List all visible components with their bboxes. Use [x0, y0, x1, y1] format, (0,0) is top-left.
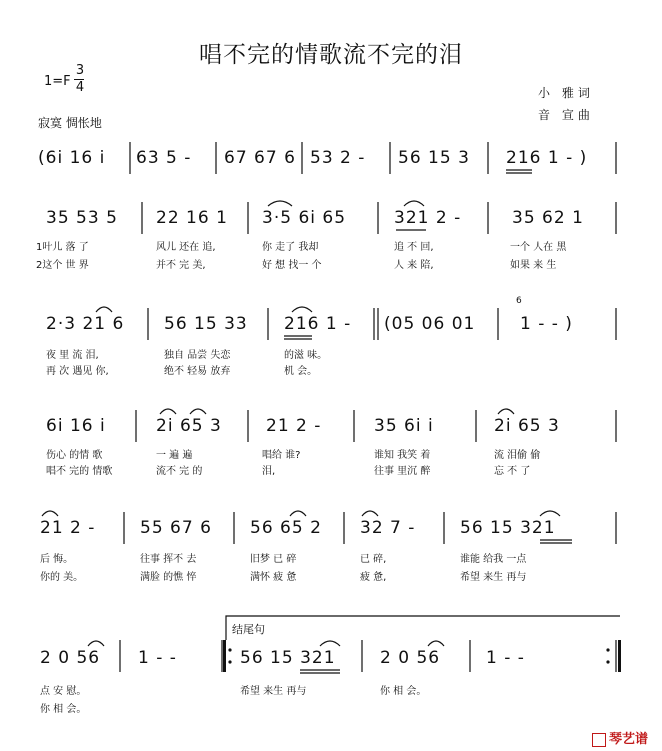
logo-icon — [592, 733, 606, 747]
measure: 1 - - — [138, 648, 177, 668]
measure: 35 62 1 — [512, 208, 584, 228]
measure: (05 06 01 — [384, 314, 476, 334]
lyric-verse2: 再 次 遇见 你, — [46, 366, 109, 377]
slur — [540, 511, 560, 516]
lyric-verse1: 往事 挥不 去 — [140, 554, 197, 565]
slur — [190, 409, 206, 414]
slur — [88, 641, 104, 646]
lyric-verse1: 一个 人在 黑 — [510, 242, 567, 253]
lyric-verse1: 流 泪偷 偷 — [494, 450, 541, 461]
lyric-verse1: 唱给 谁? — [262, 450, 301, 461]
slur — [96, 307, 112, 312]
lyricist-credit: 小 雅词 — [538, 86, 594, 100]
lyric-verse1: 追 不 回, — [394, 242, 434, 253]
lyric-verse2: 人 来 陪, — [394, 260, 434, 271]
lyric-verse1: 后 悔。 — [40, 554, 74, 565]
lyric-verse2: 如果 来 生 — [510, 260, 557, 271]
repeat-dot — [228, 648, 231, 651]
lyric-verse2: 希望 来生 再与 — [460, 572, 527, 583]
lyric-verse1: 1叶儿 落 了 — [36, 242, 89, 253]
measure: (6i 16 i — [38, 148, 106, 168]
measure: 2i 65 3 — [494, 416, 560, 436]
tempo-marking: 寂寞 惆怅地 — [38, 116, 102, 130]
repeat-dot — [606, 660, 609, 663]
lyric-verse2: 你的 美。 — [40, 572, 84, 583]
lyric-verse2: 绝不 轻易 放弃 — [164, 366, 231, 377]
lyric-verse2: 疲 惫, — [360, 572, 387, 583]
measure: 2i 65 3 — [156, 416, 222, 436]
slur — [290, 511, 306, 516]
measure: 1 - - — [486, 648, 525, 668]
measure: 21 2 - — [266, 416, 322, 436]
measure: 67 67 6 — [224, 148, 296, 168]
meter-bottom: 4 — [75, 80, 85, 95]
lyric-verse1: 你 相 会。 — [380, 686, 427, 697]
measure: 32 7 - — [360, 518, 416, 538]
measure: 22 16 1 — [156, 208, 228, 228]
lyric-verse2: 满怀 疲 惫 — [250, 572, 297, 583]
lyric-verse1: 独自 品尝 失恋 — [164, 350, 231, 361]
lyric-verse2: 往事 里沉 醉 — [374, 466, 431, 477]
page-title: 唱不完的情歌流不完的泪 — [199, 42, 463, 68]
lyric-verse2: 好 想 找一 个 — [262, 260, 322, 271]
lyric-verse1: 谁知 我笑 着 — [374, 450, 431, 461]
measure: 216 1 - — [284, 314, 352, 334]
lyric-verse1: 你 走了 我却 — [262, 242, 319, 253]
lyric-verse1: 谁能 给我 一点 — [460, 554, 527, 565]
slur — [268, 201, 292, 206]
slur — [428, 641, 444, 646]
meter-top: 3 — [75, 63, 85, 78]
measure: 56 15 33 — [164, 314, 248, 334]
slur — [498, 409, 514, 414]
measure: 6i 16 i — [46, 416, 106, 436]
lyric-verse2: 泪, — [262, 466, 276, 477]
lyric-verse2: 机 会。 — [284, 366, 318, 377]
measure: 216 1 - ) — [506, 148, 588, 168]
slur — [42, 511, 58, 516]
grace-note: 6 — [516, 296, 522, 306]
measure: 55 67 6 — [140, 518, 212, 538]
repeat-dot — [606, 648, 609, 651]
measure: 56 15 321 — [460, 518, 556, 538]
measure: 3·5 6i 65 — [262, 208, 347, 228]
end-thick-bar — [618, 640, 621, 672]
lyric-verse2: 流不 完 的 — [156, 466, 203, 477]
measure: 35 53 5 — [46, 208, 118, 228]
measure: 63 5 - — [136, 148, 192, 168]
key-signature: 1=F — [44, 74, 71, 89]
repeat-dot — [228, 660, 231, 663]
slur — [404, 201, 424, 206]
measure: 2 0 56 — [40, 648, 101, 668]
slur — [362, 511, 378, 516]
coda-label: 结尾句 — [232, 623, 265, 636]
coda-bracket — [226, 616, 620, 640]
lyric-verse1: 的滋 味。 — [284, 350, 328, 361]
lyric-verse2: 你 相 会。 — [40, 704, 87, 715]
lyric-verse1: 希望 来生 再与 — [240, 686, 307, 697]
slur — [320, 641, 340, 646]
lyric-verse2: 满脸 的憔 悴 — [140, 572, 197, 583]
lyric-verse1: 风儿 还在 追, — [156, 242, 216, 253]
measure: 1 - - ) — [520, 314, 573, 334]
composer-credit: 音 宣曲 — [538, 108, 594, 122]
lyric-verse2: 2这个 世 界 — [36, 260, 89, 271]
repeat-thick-bar — [223, 640, 226, 672]
lyric-verse2: 并不 完 美, — [156, 260, 206, 271]
measure: 2 0 56 — [380, 648, 441, 668]
lyric-verse1: 已 碎, — [360, 554, 387, 565]
measure: 56 65 2 — [250, 518, 322, 538]
measure: 21 2 - — [40, 518, 96, 538]
lyric-verse2: 忘 不 了 — [494, 466, 531, 477]
measure: 56 15 321 — [240, 648, 336, 668]
lyric-verse1: 伤心 的情 歌 — [46, 450, 103, 461]
lyric-verse1: 夜 里 流 泪, — [46, 350, 99, 361]
lyric-verse1: 旧梦 已 碎 — [250, 554, 297, 565]
slur — [292, 307, 312, 312]
measure: 321 2 - — [394, 208, 462, 228]
measure: 53 2 - — [310, 148, 366, 168]
measure: 35 6i i — [374, 416, 434, 436]
watermark-logo: 琴艺谱 — [592, 728, 648, 747]
lyric-verse1: 点 安 慰。 — [40, 686, 87, 697]
measure: 56 15 3 — [398, 148, 470, 168]
slur — [160, 409, 176, 414]
measure: 2·3 21 6 — [46, 314, 125, 334]
lyric-verse2: 唱不 完的 情歌 — [46, 466, 113, 477]
lyric-verse1: 一 遍 遍 — [156, 450, 193, 461]
